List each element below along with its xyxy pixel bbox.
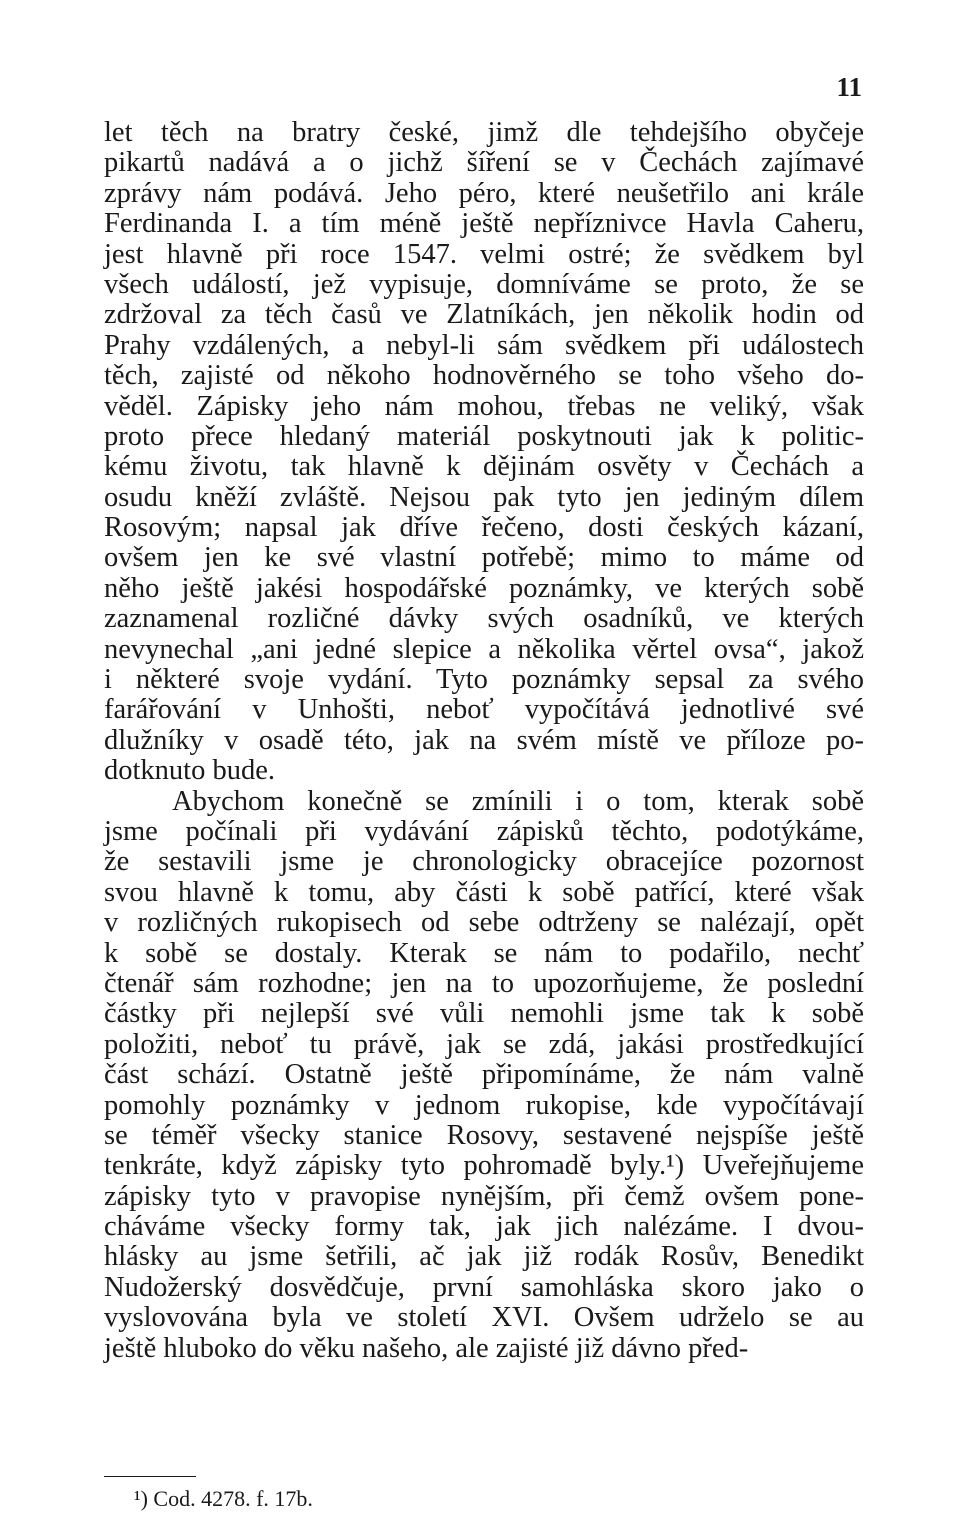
body-text [104, 118, 864, 1364]
text-line: ještě hluboko do věku našeho, ale zajisté již dávno před- [104, 1332, 749, 1364]
text-line: pomohly poznámky v jednom rukopise, kde vypočítávají [104, 1089, 864, 1121]
text-line: pikartů nadává a o jichž šíření se v Čechách zajímavé [104, 147, 864, 179]
text-line: dotknuto bude. [104, 755, 275, 787]
text-line: zprávy nám podává. Jeho péro, které neušetřilo ani krále [104, 177, 864, 209]
text-line: těch, zajisté od někoho hodnověrného se toho všeho do- [104, 360, 864, 392]
text-line: zdržoval za těch časů ve Zlatníkách, jen několik hodin od [104, 299, 864, 331]
text-line: cháváme všecky formy tak, jak jich nalézáme. I dvou- [104, 1211, 864, 1243]
text-line: hlásky au jsme šetřili, ač jak již rodák Rosův, Benedikt [104, 1241, 864, 1273]
text-line: zaznamenal rozličné dávky svých osadníků, ve kterých [104, 603, 864, 635]
paragraph [104, 787, 864, 1364]
text-line: jsme počínali při vydávání zápisků těchto, podotýkáme, [104, 815, 864, 847]
paragraph [104, 118, 864, 787]
text-line: vyslovována byla ve století XVI. Ovšem udrželo se au [104, 1302, 864, 1334]
footnote-divider [104, 1476, 196, 1477]
text-line: nevynechal „ani jedné slepice a několika věrtel ovsa“, jakož [104, 633, 864, 665]
text-line: ovšem jen ke své vlastní potřebě; mimo to máme od [104, 542, 864, 574]
text-line: dlužníky v osadě této, jak na svém místě ve příloze po- [104, 724, 864, 756]
text-line: k sobě se dostaly. Kterak se nám to podařilo, nechť [104, 937, 864, 969]
text-line: část schází. Ostatně ještě připomínáme, že nám valně [104, 1059, 864, 1091]
text-line: věděl. Zápisky jeho nám mohou, třebas ne veliký, však [104, 390, 864, 422]
text-line: farářování v Unhošti, neboť vypočítává jednotlivé své [104, 694, 864, 726]
text-line: tenkráte, když zápisky tyto pohromadě byly.¹) Uveřejňujeme [104, 1150, 864, 1182]
footnote: ¹) Cod. 4278. f. 17b. [134, 1486, 313, 1511]
text-line: všech událostí, jež vypisuje, domníváme se proto, že se [104, 268, 864, 300]
text-line: Nudožerský dosvědčuje, první samohláska skoro jako o [104, 1271, 864, 1303]
text-line: čtenář sám rozhodne; jen na to upozorňujeme, že poslední [104, 967, 864, 999]
text-line: let těch na bratry české, jimž dle tehdejšího obyčeje [104, 117, 864, 148]
text-line: se téměř všecky stanice Rosovy, sestavené nejspíše ještě [104, 1119, 864, 1151]
text-line: Rosovým; napsal jak dříve řečeno, dosti českých kázaní, [104, 512, 864, 544]
text-line: osudu kněží zvláště. Nejsou pak tyto jen jediným dílem [104, 481, 864, 513]
text-line: položiti, neboť tu právě, jak se zdá, jakási prostředkující [104, 1028, 864, 1060]
text-line: i některé svoje vydání. Tyto poznámky sepsal za svého [104, 664, 864, 696]
page-number: 11 [836, 72, 862, 102]
text-line: částky při nejlepší své vůli nemohli jsme tak k sobě [104, 998, 864, 1030]
text-line: proto přece hledaný materiál poskytnouti jak k politic- [104, 420, 864, 452]
text-line: zápisky tyto v pravopise nynějším, při čemž ovšem pone- [104, 1180, 864, 1212]
text-line: že sestavili jsme je chronologicky obracejíce pozornost [104, 846, 864, 878]
text-line: Ferdinanda I. a tím méně ještě nepříznivce Havla Caheru, [104, 208, 864, 240]
text-line: Prahy vzdálených, a nebyl-li sám svědkem při událostech [104, 329, 864, 361]
text-line: Abychom konečně se zmínili i o tom, kterak sobě [172, 785, 864, 817]
text-line: svou hlavně k tomu, aby části k sobě patřící, které však [104, 876, 864, 908]
text-line: jest hlavně při roce 1547. velmi ostré; že svědkem byl [104, 238, 864, 270]
text-line: něho ještě jakési hospodářské poznámky, ve kterých sobě [104, 572, 864, 604]
text-line: kému životu, tak hlavně k dějinám osvěty v Čechách a [104, 451, 864, 483]
text-line: v rozličných rukopisech od sebe odtrženy se nalézají, opět [104, 907, 864, 939]
